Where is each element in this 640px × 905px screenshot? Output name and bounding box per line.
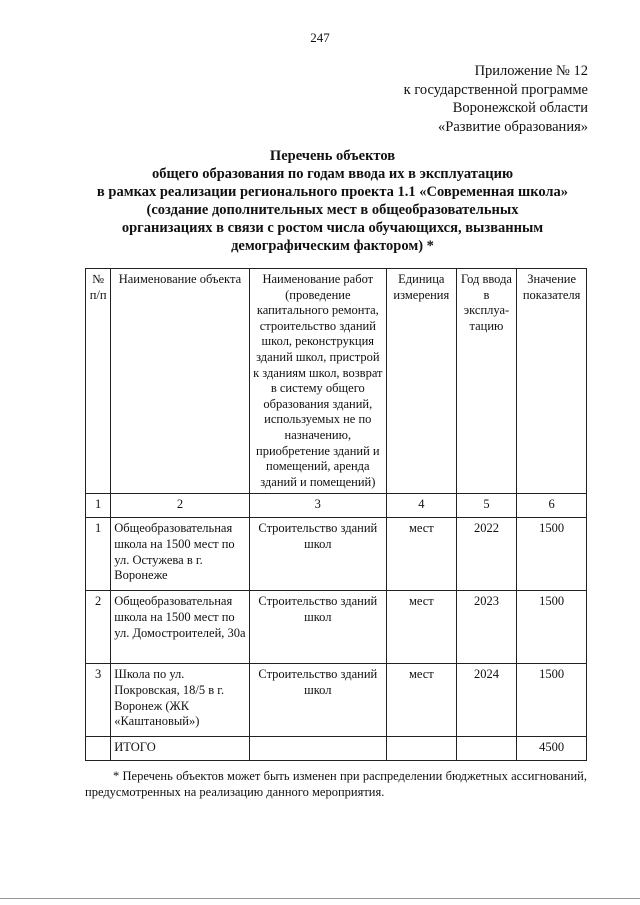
column-number: 6	[517, 494, 587, 518]
object-name: Общеобразовательная школа на 1500 мест по ул. Остужева в г. Воронеже	[111, 518, 249, 591]
row-number: 1	[86, 518, 111, 591]
object-name: Школа по ул. Покровская, 18/5 в г. Воронеж (ЖК «Каштановый»)	[111, 664, 249, 737]
indicator-value: 1500	[517, 664, 587, 737]
row-number: 3	[86, 664, 111, 737]
objects-table	[85, 268, 587, 761]
table-row	[86, 591, 587, 664]
header-work-name: Наименование работ (проведение капитального ремонта, строительство зданий школ, реконструкция зданий школ, пристрой к зданиям школ, возврат в систему общего образования зданий, используемых не по назначению, приобретение зданий и помещений, аренда зданий и помещений)	[249, 269, 386, 494]
unit: мест	[386, 518, 456, 591]
year: 2023	[456, 591, 517, 664]
work-name: Строительство зданий школ	[249, 664, 386, 737]
appendix-line: Воронежской области	[452, 100, 588, 116]
object-name: Общеобразовательная школа на 1500 мест по ул. Домостроителей, 30а	[111, 591, 249, 664]
header-value: Значение показателя	[517, 269, 587, 494]
page-bottom-rule	[0, 898, 640, 899]
title-line: (создание дополнительных мест в общеобразовательных	[146, 202, 519, 218]
title-line: в рамках реализации регионального проекта 1.1 «Современная школа»	[96, 184, 569, 200]
row-number: 2	[86, 591, 111, 664]
header-number: № п/п	[86, 269, 111, 494]
indicator-value: 1500	[517, 591, 587, 664]
year: 2022	[456, 518, 517, 591]
column-number-row	[86, 494, 587, 518]
title-line: общего образования по годам ввода их в эксплуатацию	[151, 166, 514, 182]
title-line: Перечень объектов	[269, 148, 396, 164]
unit: мест	[386, 591, 456, 664]
work-name: Строительство зданий школ	[249, 591, 386, 664]
footnote: * Перечень объектов может быть изменен при распределении бюджетных ассигнований, предусмотренных на реализацию данного мероприятия.	[85, 769, 587, 799]
column-number: 4	[386, 494, 456, 518]
empty-cell	[456, 737, 517, 761]
work-name: Строительство зданий школ	[249, 518, 386, 591]
empty-cell	[86, 737, 111, 761]
indicator-value: 1500	[517, 518, 587, 591]
document-title	[60, 147, 605, 255]
total-label: ИТОГО	[111, 737, 249, 761]
title-line: демографическим фактором) *	[231, 238, 434, 254]
total-row	[86, 737, 587, 761]
header-year: Год ввода в эксплуа-тацию	[456, 269, 517, 494]
header-object-name: Наименование объекта	[111, 269, 249, 494]
title-line: организациях в связи с ростом числа обучающихся, вызванным	[121, 220, 544, 236]
table-header-row	[86, 269, 587, 494]
column-number: 3	[249, 494, 386, 518]
appendix-line: «Развитие образования»	[438, 118, 588, 135]
column-number: 1	[86, 494, 111, 518]
year: 2024	[456, 664, 517, 737]
appendix-line: к государственной программе	[403, 81, 588, 98]
column-number: 5	[456, 494, 517, 518]
table-row	[86, 518, 587, 591]
page-number: 247	[310, 30, 330, 45]
empty-cell	[386, 737, 456, 761]
appendix-line: Приложение № 12	[474, 63, 588, 79]
table-row	[86, 664, 587, 737]
unit: мест	[386, 664, 456, 737]
empty-cell	[249, 737, 386, 761]
appendix-block	[404, 62, 588, 136]
total-value: 4500	[517, 737, 587, 761]
header-unit: Единица измерения	[386, 269, 456, 494]
column-number: 2	[111, 494, 249, 518]
